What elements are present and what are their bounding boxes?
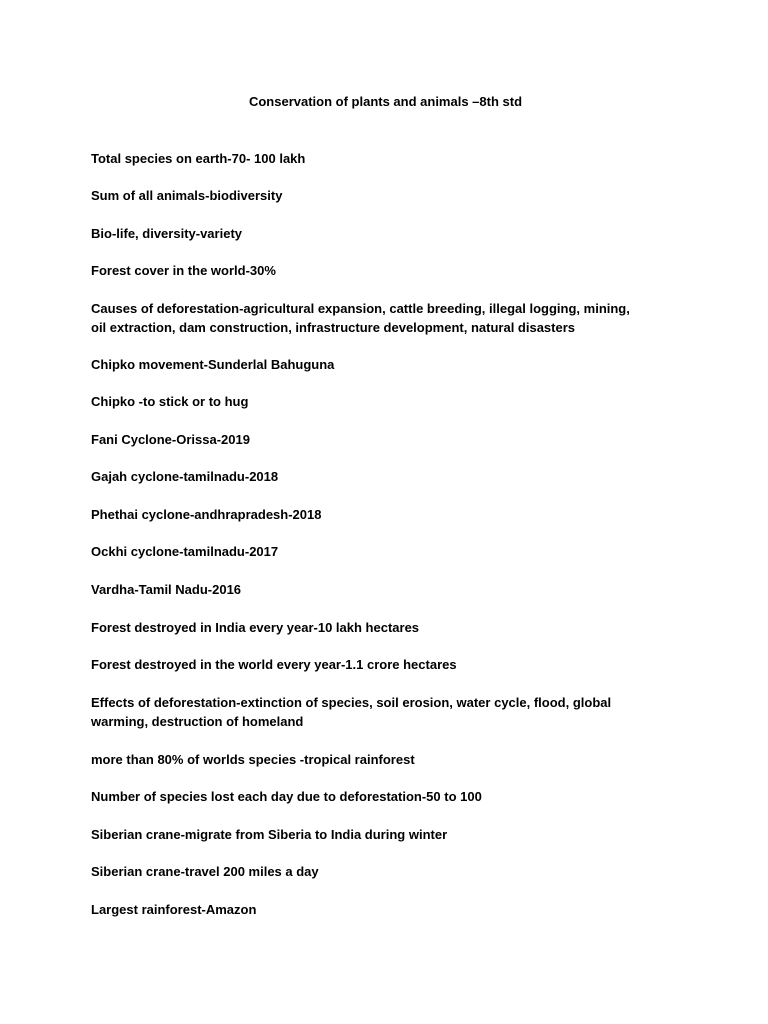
note-line: Fani Cyclone-Orissa-2019 — [91, 432, 250, 447]
note-line: Siberian crane-travel 200 miles a day — [91, 864, 319, 879]
note-line: Forest destroyed in India every year-10 lakh hectares — [91, 620, 420, 635]
note-line: Forest cover in the world-30% — [91, 263, 276, 278]
note-line: Sum of all animals-biodiversity — [91, 188, 283, 203]
note-line: Total species on earth-70- 100 lakh — [91, 151, 306, 166]
note-line — [91, 693, 611, 731]
note-line: Forest destroyed in the world every year-1.1 crore hectares — [91, 657, 457, 672]
note-line: Phethai cyclone-andhrapradesh-2018 — [91, 507, 322, 522]
note-line: Number of species lost each day due to deforestation-50 to 100 — [91, 789, 482, 804]
note-line: Gajah cyclone-tamilnadu-2018 — [91, 469, 279, 484]
note-line-part: Effects of deforestation-extinction of species, soil erosion, water cycle, flood, global — [91, 695, 612, 710]
document-title: Conservation of plants and animals –8th std — [248, 94, 523, 109]
note-line: Largest rainforest-Amazon — [91, 902, 257, 917]
note-line-part: Causes of deforestation-agricultural expansion, cattle breeding, illegal logging, mining, — [91, 301, 630, 316]
note-line: Chipko movement-Sunderlal Bahuguna — [91, 357, 335, 372]
note-line — [91, 299, 630, 337]
note-line: Siberian crane-migrate from Siberia to India during winter — [91, 827, 448, 842]
note-line: Bio-life, diversity-variety — [91, 226, 242, 241]
note-line: Ockhi cyclone-tamilnadu-2017 — [91, 544, 279, 559]
note-line: Vardha-Tamil Nadu-2016 — [91, 582, 242, 597]
note-line-part: warming, destruction of homeland — [91, 714, 304, 729]
note-line: Chipko -to stick or to hug — [91, 394, 249, 409]
note-line: more than 80% of worlds species -tropical rainforest — [91, 752, 415, 767]
note-line-part: oil extraction, dam construction, infrastructure development, natural disasters — [91, 320, 576, 335]
